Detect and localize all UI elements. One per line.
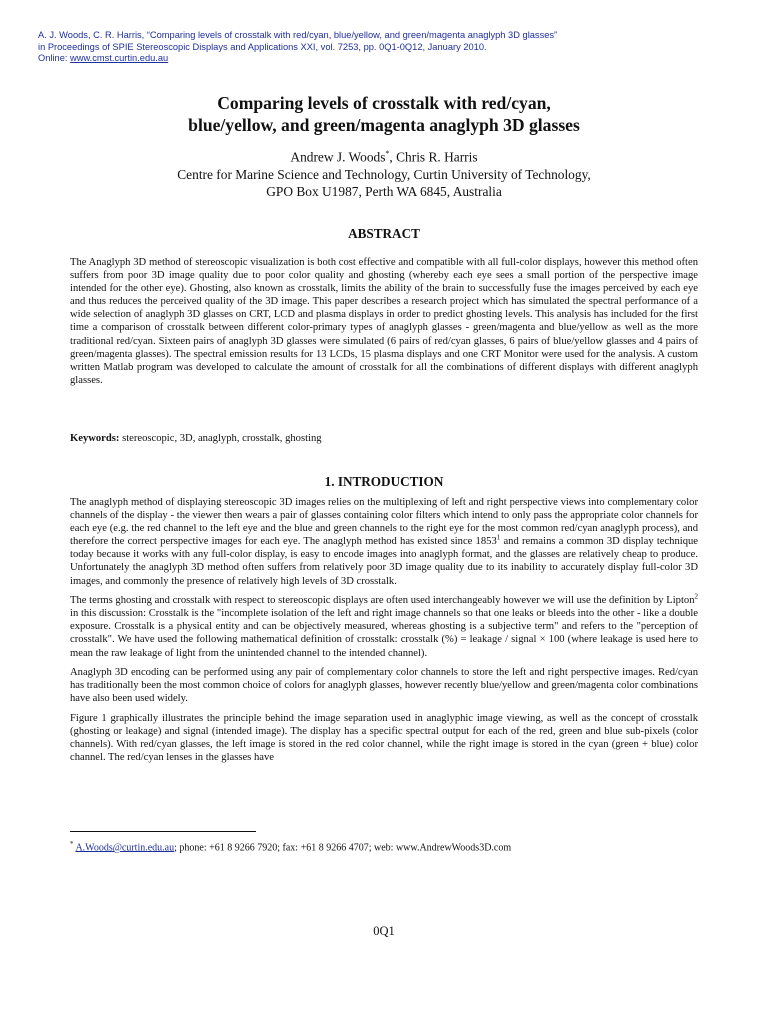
intro-paragraph-1: The anaglyph method of displaying stereoscopic 3D images relies on the multiplexing of left and right perspective views into complementary color channels of the display - the viewer then wears a pair of glasses containing color filters which intend to only pass the appropriate color channels for each eye (e.g. the red channel to the left eye and the blue and green channels to the right eye for the most common red/cyan anaglyph process), and therefore the correct perspective images for each eye. The anaglyph method has existed since 1853$^1$ and remains a common 3D display technique today because it works with any full-color display, is easy to encode images into anaglyph format, and the glasses are relatively cheap to produce. Unfortunately the anaglyph 3D method often suffers from relatively poor 3D image quality due to its inability to accurately display full-color 3D images, and commonly the presence of relatively high levels of 3D crosstalk. [70,497,699,587]
affiliation-line-2: GPO Box U1987, Perth WA 6845, Australia [266,184,502,200]
author-block [80,145,688,201]
footnote-email-link[interactable]: A.Woods@curtin.edu.au [75,842,175,854]
keywords-line [70,432,698,452]
footnote [70,838,698,854]
title-line-2: blue/yellow, and green/magenta anaglyph 3D glasses [188,115,580,135]
footnote-contact: ; phone: +61 8 9266 7920; fax: +61 8 9266 4707; web: www.AndrewWoods3D.com [174,842,512,854]
online-label: Online: [38,53,71,63]
introduction-heading: 1. INTRODUCTION [324,474,444,489]
intro-paragraph-4: Figure 1 graphically illustrates the principle behind the image separation used in anaglyphic image viewing, as well as the concept of crosstalk (ghosting or leakage) and signal (intended image). The display has a specific spectral output for each of the red, green and blue sub-pixels (color channels). With red/cyan glasses, the left image is stored in the red color channel, while the right image is stored in the cyan (green + blue) color channel. The red/cyan lenses in the glasses have [70,712,698,764]
citation-header [38,30,738,65]
page-number: 0Q1 [373,924,395,938]
author-names [80,145,688,166]
online-link[interactable]: www.cmst.curtin.edu.au [70,53,169,63]
paper-title [80,92,688,136]
intro-paragraph-3: Anaglyph 3D encoding can be performed using any pair of complementary color channels to store the left and right perspective images. Red/cyan has traditionally been the most common choice of colors for anaglyph glasses, however recently blue/yellow and green/magenta color combinations have also been used widely. [70,667,698,705]
author-first: Andrew J. Woods [290,149,386,165]
citation-line-2: in Proceedings of SPIE Stereoscopic Displays and Applications XXI, vol. 7253, pp. 0Q1-0Q12, January 2010. [38,41,487,52]
citation-online [38,53,738,65]
keywords-list: stereoscopic, 3D, anaglyph, crosstalk, ghosting [119,433,322,444]
citation-line-1: A. J. Woods, C. R. Harris, “Comparing levels of crosstalk with red/cyan, blue/yellow, and green/magenta anaglyph 3D glasses” [38,30,558,40]
abstract-paragraph: The Anaglyph 3D method of stereoscopic visualization is both cost effective and compatible with all full-color displays, however this method often suffers from poor 3D image quality due to poor color quality and ghosting (whereby each eye sees a small portion of the perspective image intended for the other eye). Ghosting, also known as crosstalk, limits the ability of the brain to successfully fuse the images perceived by each eye and thus reduces the perceived quality of the 3D image. This paper describes a research project which has simulated the spectral performance of a wide selection of anaglyph 3D glasses on CRT, LCD and plasma displays in order to predict ghosting levels. This analysis has included for the first time a comparison of crosstalk between different color-primary types of anaglyph glasses - green/magenta and blue/yellow as well as the more traditional red/cyan. Sixteen pairs of anaglyph 3D glasses were simulated (6 pairs of red/cyan glasses, 6 pairs of blue/yellow glasses and 4 pairs of green/magenta glasses). The spectral emission results for 13 LCDs, 15 plasma displays and one CRT Monitor were used for the analysis. A custom written Matlab program was developed to calculate the amount of crosstalk for all the combinations of different displays with different anaglyph glasses. [70,257,698,386]
abstract-heading: ABSTRACT [348,226,420,241]
author-footnote-mark: * [385,149,390,158]
keywords-label: Keywords: [70,433,120,444]
reference-2: 2 [694,592,698,601]
footnote-mark: * [70,840,74,848]
abstract-body [70,256,698,393]
introduction-body [70,496,698,771]
title-line-1: Comparing levels of crosstalk with red/cyan, [217,93,551,113]
intro-paragraph-2: The terms ghosting and crosstalk with respect to stereoscopic displays are often used interchangeably however we will use the definition by Lipton$^2$ in this discussion: Crosstalk is the "incomplete isolation of the left and right image channels so that one leaks or bleeds into the other - like a double exposure. Crosstalk is a physical entity and can be objectively measured, whereas ghosting is a subjective term" and refers to the "perception of crosstalk". We have used the following mathematical definition of crosstalk: crosstalk (%) = leakage / signal × 100 (where leakage is used here to mean the raw leakage of light from the unintended channel to the intended channel). [70,592,698,659]
author-second: , Chris R. Harris [389,149,478,165]
affiliation-line-1: Centre for Marine Science and Technology, Curtin University of Technology, [177,166,591,182]
footnote-divider [70,831,256,832]
reference-1: 1 [496,533,501,542]
